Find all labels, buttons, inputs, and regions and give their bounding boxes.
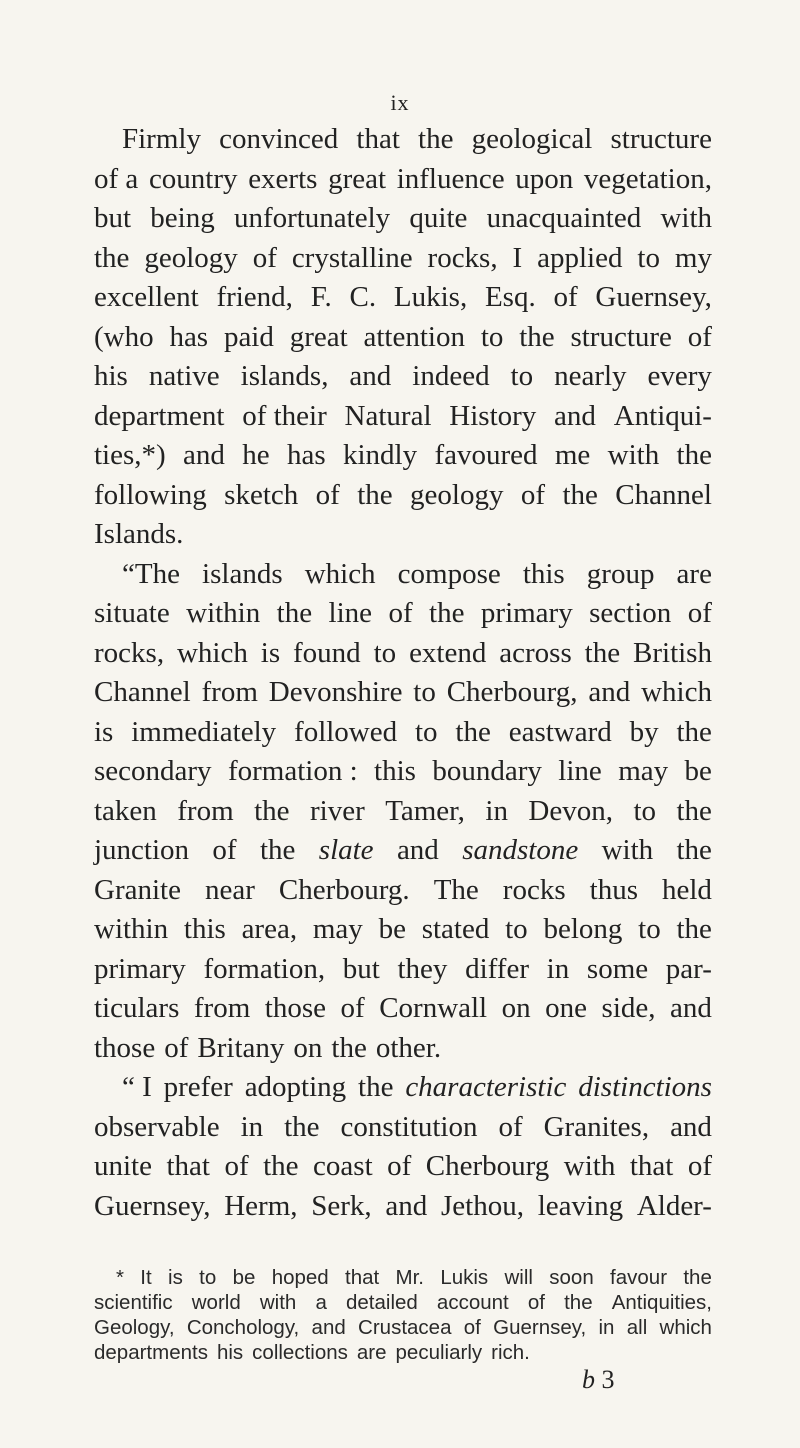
text-line [94, 1029, 712, 1069]
word: primary [480, 597, 573, 629]
text-line [94, 555, 712, 595]
word: of [498, 1110, 523, 1143]
word: structure [570, 320, 672, 353]
word: to [505, 913, 528, 945]
word: Tamer, [385, 794, 465, 827]
word: with [259, 1291, 297, 1314]
word: rich. [491, 1341, 530, 1364]
text-line [94, 120, 712, 160]
word: the [276, 597, 313, 629]
word: they [397, 952, 448, 985]
word: is [260, 636, 281, 669]
word: British [633, 636, 712, 669]
word: from [193, 992, 251, 1024]
word: of [687, 1150, 712, 1182]
word: geology [410, 478, 504, 511]
word: favoured [434, 439, 538, 471]
word: are [676, 557, 712, 590]
word: may [312, 913, 363, 945]
word: world [191, 1291, 241, 1314]
word: hoped [271, 1266, 329, 1289]
word: applied [537, 241, 623, 274]
word: sandstone [462, 834, 579, 866]
word: Cherbourg. [278, 873, 410, 906]
word: soon [549, 1266, 594, 1289]
word: section [589, 597, 672, 629]
word: excellent [94, 281, 199, 313]
word: Antiqui- [613, 399, 712, 432]
text-line [94, 634, 712, 674]
text-line [94, 752, 712, 792]
word: nearly [554, 360, 627, 392]
word: and [183, 439, 225, 471]
word: Guernsey, [493, 1316, 587, 1339]
word: which [659, 1316, 712, 1339]
word: department [94, 399, 225, 432]
text-line [94, 1187, 712, 1227]
word: observable [94, 1110, 220, 1143]
word: taken [94, 794, 157, 827]
word: adopting [244, 1071, 347, 1103]
word: to [637, 241, 660, 274]
word: sketch [224, 478, 299, 511]
word: a [315, 1291, 327, 1314]
signature-letter: b [582, 1365, 595, 1394]
word: those [94, 1031, 156, 1064]
footnote-line [94, 1265, 712, 1290]
word: those [264, 992, 326, 1024]
signature-mark [582, 1365, 615, 1395]
word: Britany [197, 1031, 285, 1064]
word: to [638, 913, 661, 945]
word: the [284, 1110, 320, 1143]
word: near [204, 873, 255, 906]
word: formation : [227, 755, 358, 787]
word: Esq. [484, 281, 536, 313]
word: extend [409, 636, 487, 669]
word: formation, [203, 952, 326, 985]
word: and [396, 834, 439, 866]
word: influence [396, 162, 505, 195]
word: but [94, 202, 132, 234]
word: peculiarly [395, 1341, 483, 1364]
text-line [94, 357, 712, 397]
word: of [520, 478, 546, 511]
word: the [358, 1071, 394, 1103]
word: Cherbourg, [446, 676, 578, 708]
word: is [94, 715, 114, 748]
word: this [183, 913, 226, 945]
word: Conchology, [186, 1316, 300, 1339]
text-line [94, 199, 712, 239]
word: History [449, 399, 537, 432]
text-line [94, 160, 712, 200]
word: this [374, 755, 416, 787]
word: river [309, 794, 365, 827]
word: Channel [94, 676, 191, 708]
word: of [252, 241, 277, 274]
word: with [660, 202, 712, 234]
word: of [315, 478, 340, 511]
word: the [429, 597, 465, 629]
word: followed [294, 715, 398, 748]
text-line [94, 831, 712, 871]
text-line [94, 1108, 712, 1148]
word: Serk, [311, 1189, 372, 1222]
text-line [94, 278, 712, 318]
word: within [186, 597, 261, 629]
word: belong [543, 913, 623, 945]
word: stated [421, 913, 490, 945]
word: islands, [240, 360, 329, 392]
word: Devon, [528, 794, 613, 827]
main-text [94, 120, 712, 1226]
word: crystalline [291, 241, 413, 274]
word: to [633, 794, 656, 827]
word: the [519, 320, 555, 353]
word: junction [94, 834, 190, 866]
word: be [684, 755, 712, 787]
word: of [388, 597, 413, 629]
word: rocks, [427, 241, 498, 274]
word: of their [242, 399, 327, 432]
word: Lukis, [393, 281, 468, 313]
word: It [140, 1266, 152, 1289]
footnote [94, 1265, 712, 1365]
word: collections [252, 1341, 348, 1364]
word: may [618, 755, 669, 787]
footnote-line [94, 1340, 712, 1365]
text-line [94, 950, 712, 990]
word: group [586, 557, 655, 590]
word: every [647, 360, 712, 392]
word: the [259, 834, 296, 866]
text-line [94, 871, 712, 911]
text-line [94, 1147, 712, 1187]
word: characteristic [405, 1071, 567, 1103]
word: the [584, 636, 621, 669]
word: prefer [163, 1071, 233, 1103]
word: and [670, 1110, 712, 1143]
word: being [150, 202, 215, 234]
word: from [177, 794, 234, 827]
word: islands [202, 557, 283, 590]
word: the [263, 1150, 299, 1182]
word: The [433, 873, 479, 906]
word: side, [601, 992, 656, 1024]
word: geological [471, 123, 593, 155]
word: will [504, 1266, 533, 1289]
word: found [293, 636, 361, 669]
text-line [94, 239, 712, 279]
word: C. [349, 281, 377, 313]
word: friend, [216, 281, 293, 313]
word: by [629, 715, 659, 748]
word: which [304, 557, 376, 590]
word: his [216, 1341, 244, 1364]
word: be [232, 1266, 256, 1289]
word: thus [589, 873, 638, 906]
word: my [674, 241, 712, 274]
footnote-line [94, 1315, 712, 1340]
word: the [676, 715, 712, 748]
text-line [94, 713, 712, 753]
word: of [224, 1150, 249, 1182]
word: structure [610, 123, 712, 155]
word: to [414, 715, 438, 748]
word: in [485, 794, 508, 827]
word: unite [94, 1150, 152, 1182]
word: following [94, 478, 207, 511]
word: country [148, 162, 238, 195]
word: of [687, 597, 712, 629]
page-number: ix [390, 90, 410, 115]
word: differ [465, 952, 529, 985]
word: eastward [508, 715, 612, 748]
word: the [683, 1266, 712, 1289]
word: favour [610, 1266, 668, 1289]
word: the [676, 834, 712, 866]
text-line [94, 792, 712, 832]
text-line [94, 476, 712, 516]
word: “ I [122, 1071, 152, 1103]
word: situate [94, 597, 170, 629]
word: of [687, 320, 712, 353]
word: rocks, [94, 636, 165, 669]
word: and [588, 676, 631, 708]
word: the [564, 1291, 593, 1314]
word: the [331, 1031, 367, 1064]
word: unacquainted [486, 202, 642, 234]
word: (who [94, 320, 154, 353]
word: are [356, 1341, 387, 1364]
word: of [553, 281, 578, 313]
paragraph [94, 1068, 712, 1226]
text-line [94, 397, 712, 437]
word: Antiquities, [611, 1291, 712, 1314]
word: Cherbourg [425, 1150, 550, 1182]
word: F. [310, 281, 332, 313]
word: the [676, 439, 712, 471]
word: line [558, 755, 602, 787]
word: geology [144, 241, 238, 274]
word: and [385, 1189, 428, 1222]
word: coast [313, 1150, 373, 1182]
word: me [554, 439, 591, 471]
word: the [254, 794, 290, 827]
word: the [676, 913, 712, 945]
word: Islands. [94, 518, 184, 550]
text-line [94, 673, 712, 713]
word: the [455, 715, 491, 748]
word: one [545, 992, 588, 1024]
word: the [676, 794, 712, 827]
word: quite [409, 202, 468, 234]
word: exerts [248, 162, 318, 195]
word: which [176, 636, 248, 669]
word: Geology, [94, 1316, 175, 1339]
word: vegetation, [583, 162, 712, 195]
word: in [240, 1110, 264, 1143]
text-line [94, 318, 712, 358]
word: across [499, 636, 572, 669]
footnote-line [94, 1290, 712, 1315]
word: Guernsey, [94, 1189, 211, 1222]
word: and [349, 360, 392, 392]
word: paid [223, 320, 274, 353]
word: the [357, 478, 393, 511]
word: within [94, 913, 169, 945]
word: “The [122, 557, 180, 590]
word: Jethou, [441, 1189, 524, 1222]
word: the [562, 478, 598, 511]
word: convinced [219, 123, 339, 155]
word: some [586, 952, 649, 985]
word: that [629, 1150, 674, 1182]
word: rocks [502, 873, 566, 906]
word: to [373, 636, 397, 669]
word: ticulars [94, 992, 180, 1024]
word: upon [515, 162, 574, 195]
word: secondary [94, 755, 212, 787]
word: Lukis [440, 1266, 489, 1289]
word: has [286, 439, 326, 471]
word: to [413, 676, 436, 708]
word: all [626, 1316, 648, 1339]
word: to [510, 360, 534, 392]
word: great [328, 162, 387, 195]
text-line [94, 989, 712, 1029]
word: of [463, 1316, 481, 1339]
word: of [340, 992, 365, 1024]
word: to [480, 320, 504, 353]
word: is [168, 1266, 183, 1289]
word: kindly [342, 439, 418, 471]
word: his [94, 360, 128, 392]
word: of a [94, 162, 139, 195]
word: Cornwall [379, 992, 488, 1024]
word: indeed [412, 360, 490, 392]
word: Crustacea [358, 1316, 452, 1339]
word: and [554, 399, 596, 432]
word: in [598, 1316, 615, 1339]
word: and [670, 992, 712, 1024]
word: native [148, 360, 220, 392]
word: Granites, [543, 1110, 650, 1143]
word: Firmly [122, 123, 201, 155]
word: boundary [432, 755, 542, 787]
word: with [601, 834, 654, 866]
text-line [94, 515, 712, 555]
word: Devonshire [268, 676, 403, 708]
word: that [345, 1266, 380, 1289]
word: that [356, 123, 400, 155]
word: Guernsey, [595, 281, 712, 313]
word: unfortunately [233, 202, 391, 234]
word: I [512, 241, 523, 274]
word: of [527, 1291, 545, 1314]
word: leaving [537, 1189, 624, 1222]
word: Channel [615, 478, 712, 511]
word: compose [397, 557, 501, 590]
word: other. [375, 1031, 442, 1064]
word: area, [241, 913, 298, 945]
word: constitution [340, 1110, 478, 1143]
word: be [378, 913, 406, 945]
word: the [94, 241, 130, 274]
word: Natural [344, 399, 432, 432]
text-line [94, 436, 712, 476]
word: primary [94, 952, 186, 985]
word: Herm, [224, 1189, 298, 1222]
word: in [546, 952, 570, 985]
word: immediately [131, 715, 277, 748]
word: Granite [94, 873, 181, 906]
word: of [387, 1150, 412, 1182]
paragraph [94, 555, 712, 1069]
text-line [94, 594, 712, 634]
signature-number: 3 [601, 1365, 615, 1394]
word: but [342, 952, 380, 985]
word: with [563, 1150, 616, 1182]
word: account [436, 1291, 509, 1314]
paragraph [94, 120, 712, 555]
word: Alder- [636, 1189, 712, 1222]
word: this [522, 557, 565, 590]
word: * [116, 1266, 124, 1289]
word: he [242, 439, 270, 471]
word: the [418, 123, 454, 155]
word: distinctions [578, 1071, 712, 1103]
word: with [607, 439, 660, 471]
word: ties,*) [94, 439, 166, 471]
word: slate [318, 834, 374, 866]
word: great [289, 320, 348, 353]
text-line [94, 1068, 712, 1108]
word: Mr. [395, 1266, 424, 1289]
word: on [293, 1031, 323, 1064]
word: line [328, 597, 373, 629]
text-line [94, 910, 712, 950]
word: that [166, 1150, 210, 1182]
word: departments [94, 1341, 208, 1364]
word: and [311, 1316, 346, 1339]
word: to [199, 1266, 217, 1289]
word: which [641, 676, 712, 708]
word: scientific [94, 1291, 173, 1314]
word: on [501, 992, 531, 1024]
word: from [201, 676, 258, 708]
word: par- [665, 952, 712, 985]
word: of [164, 1031, 189, 1064]
word: detailed [345, 1291, 418, 1314]
word: attention [363, 320, 465, 353]
word: held [662, 873, 712, 906]
word: of [212, 834, 237, 866]
word: has [169, 320, 209, 353]
